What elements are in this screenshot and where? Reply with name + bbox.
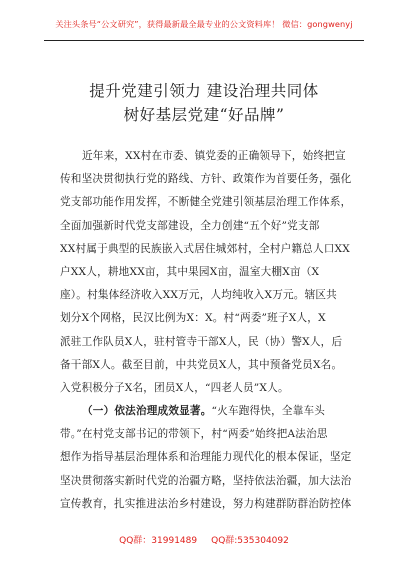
- body-line: XX村属于典型的民族嵌入式居住城郊村，全村户籍总人口XX: [60, 242, 351, 255]
- section-1-heading: （一）依法治理成效显著。: [82, 405, 212, 418]
- body-line: 想作为指导基层治理体系和治理能力现代化的根本保证，坚定: [60, 451, 352, 464]
- header-banner-link[interactable]: 关注头条号“公文研究”，获得最新最全最专业的公文资料库！ 微信：gongwenyj: [55, 19, 353, 29]
- body-line: 入党积极分子X名，团员X人，“四老人员”X人。: [60, 381, 289, 394]
- section-1-first-line: [60, 400, 350, 423]
- header-divider: [44, 40, 364, 41]
- body-line: 划分X个网格，民汉比例为X：X。村“两委”班子X人，X: [60, 312, 326, 325]
- section-1-text: “火车跑得快，全靠车头: [211, 405, 326, 418]
- body-line: 传和坚决贯彻执行党的路线、方针、政策作为首要任务，强化: [60, 173, 352, 186]
- document-title-line-2: 树好基层党建“好品牌”: [123, 106, 285, 124]
- body-line: 座）。村集体经济收入XX万元，人均纯收入X万元。辖区共: [60, 289, 337, 302]
- body-line: 坚决贯彻落实新时代党的治疆方略，坚持依法治疆，加大法治: [60, 474, 352, 487]
- body-line: 带。”在村党支部书记的带领下，村“两委”始终把A法治思: [60, 428, 328, 441]
- header-banner[interactable]: [0, 19, 408, 30]
- body-line: 派驻工作队员X人，驻村管寺干部X人，民（协）警X人，后: [60, 335, 343, 348]
- document-title-line-1: 提升党建引领力 建设治理共同体: [89, 82, 319, 100]
- body-line: 户XX人，耕地XX亩，其中果园X亩，温室大棚X亩（X: [60, 265, 320, 278]
- body-line: 近年来，XX村在市委、镇党委的正确领导下，始终把宣: [82, 150, 346, 162]
- body-paragraph-intro: [60, 145, 350, 516]
- body-line: 党支部功能作用发挥，不断健全党建引领基层治理工作体系，: [60, 196, 352, 209]
- footer-qq-group-2[interactable]: QQ群:535304092: [211, 536, 289, 546]
- body-line: 全面加强新时代党支部建设，全力创建“五个好”党支部: [60, 219, 320, 232]
- footer-contacts: [0, 533, 408, 546]
- footer-qq-group-1[interactable]: QQ群：31991489: [119, 536, 198, 546]
- body-line: 备干部X人。截至目前，中共党员X人，其中预备党员X名。: [60, 358, 343, 371]
- body-line: 宣传教育，扎实推进法治乡村建设，努力构建群防群治防控体: [60, 497, 352, 510]
